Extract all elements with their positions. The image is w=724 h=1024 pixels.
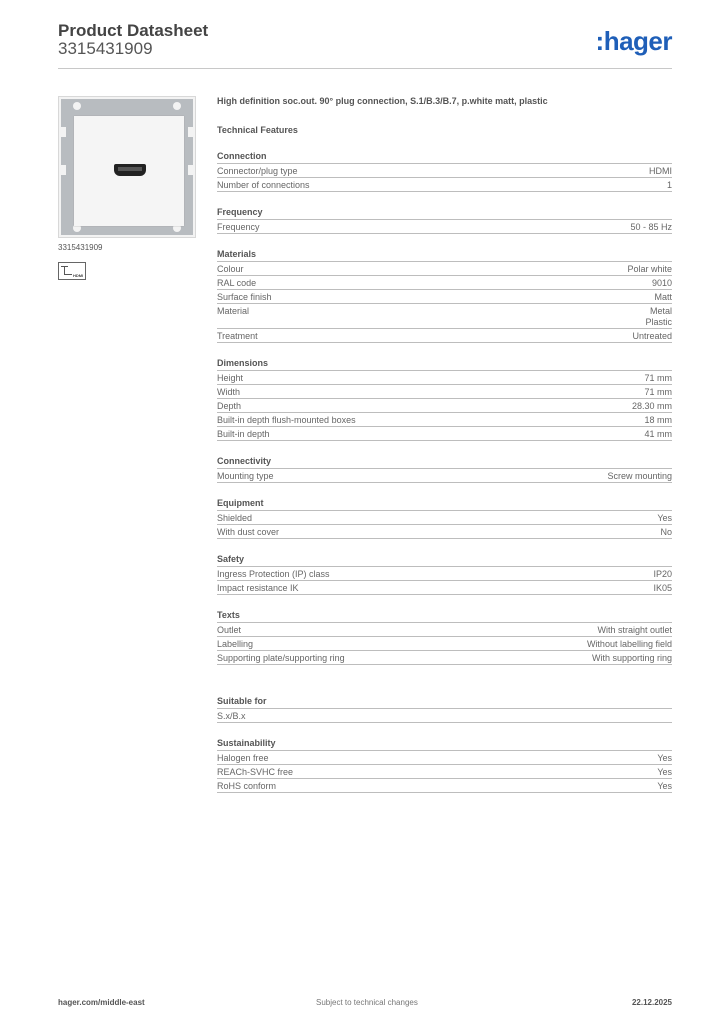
spec-label: With dust cover bbox=[217, 527, 280, 537]
spec-value: With straight outlet bbox=[597, 625, 672, 635]
spec-label: Surface finish bbox=[217, 292, 272, 302]
section-title: Safety bbox=[217, 553, 672, 567]
hdmi-socket-icon bbox=[114, 164, 146, 176]
spec-row bbox=[217, 399, 672, 413]
section-frequency bbox=[217, 206, 672, 234]
spec-row bbox=[217, 371, 672, 385]
section-title: Sustainability bbox=[217, 737, 672, 751]
spec-value: 18 mm bbox=[644, 415, 672, 425]
section-suitable-for bbox=[217, 695, 672, 723]
hdmi-symbol-label: HDMI bbox=[73, 273, 84, 278]
section-title: Texts bbox=[217, 609, 672, 623]
spec-row bbox=[217, 765, 672, 779]
spec-row bbox=[217, 511, 672, 525]
spec-label: Depth bbox=[217, 401, 242, 411]
section-connection bbox=[217, 150, 672, 192]
section-title: Equipment bbox=[217, 497, 672, 511]
spec-value: No bbox=[660, 527, 672, 537]
spec-value: Matt bbox=[654, 292, 672, 302]
spec-value: 71 mm bbox=[644, 373, 672, 383]
spec-row bbox=[217, 220, 672, 234]
spec-value: IP20 bbox=[653, 569, 672, 579]
spec-label: Outlet bbox=[217, 625, 242, 635]
section-dimensions bbox=[217, 357, 672, 441]
spec-row bbox=[217, 262, 672, 276]
section-texts bbox=[217, 609, 672, 665]
spec-value: 41 mm bbox=[644, 429, 672, 439]
spec-value: 9010 bbox=[651, 278, 672, 288]
spec-value: 1 bbox=[666, 180, 672, 190]
spec-row bbox=[217, 413, 672, 427]
footer-date: 22.12.2025 bbox=[631, 998, 672, 1007]
product-description: High definition soc.out. 90° plug connection, S.1/B.3/B.7, p.white matt, plastic bbox=[217, 96, 548, 106]
section-title: Frequency bbox=[217, 206, 672, 220]
spec-value: With supporting ring bbox=[591, 653, 672, 663]
logo-text: hager bbox=[603, 26, 672, 56]
spec-label: Mounting type bbox=[217, 471, 274, 481]
spec-value: Plastic bbox=[645, 317, 672, 327]
spec-label: Supporting plate/supporting ring bbox=[217, 653, 345, 663]
spec-label: Built-in depth flush-mounted boxes bbox=[217, 415, 356, 425]
spec-label: Halogen free bbox=[217, 753, 269, 763]
cover-plate bbox=[74, 116, 184, 226]
spec-value bbox=[246, 711, 672, 722]
section-materials bbox=[217, 248, 672, 343]
spec-value: 71 mm bbox=[644, 387, 672, 397]
spec-label: Number of connections bbox=[217, 180, 310, 190]
spec-label: Height bbox=[217, 373, 244, 383]
spec-row bbox=[217, 276, 672, 290]
spec-row bbox=[217, 751, 672, 765]
spec-row bbox=[217, 709, 672, 723]
spec-row bbox=[217, 427, 672, 441]
footer-website-link[interactable]: hager.com/middle-east bbox=[58, 998, 145, 1007]
section-title: Suitable for bbox=[217, 695, 672, 709]
spec-value: Yes bbox=[657, 513, 672, 523]
section-title: Connectivity bbox=[217, 455, 672, 469]
spec-row bbox=[217, 567, 672, 581]
product-image bbox=[58, 96, 196, 238]
header-divider bbox=[58, 68, 672, 69]
spec-row bbox=[217, 637, 672, 651]
footer-notice: Subject to technical changes bbox=[316, 998, 418, 1007]
spec-row bbox=[217, 651, 672, 665]
section-title: Dimensions bbox=[217, 357, 672, 371]
spec-label: Impact resistance IK bbox=[217, 583, 299, 593]
section-sustainability bbox=[217, 737, 672, 793]
spec-row bbox=[217, 164, 672, 178]
image-caption: 3315431909 bbox=[58, 243, 103, 252]
spec-label: Shielded bbox=[217, 513, 253, 523]
technical-content bbox=[217, 95, 672, 793]
spec-value: Untreated bbox=[632, 331, 672, 341]
section-title: Materials bbox=[217, 248, 672, 262]
spec-label: S.x/B.x bbox=[217, 711, 246, 721]
section-connectivity bbox=[217, 455, 672, 483]
product-number: 3315431909 bbox=[58, 39, 153, 58]
spec-label: REACh-SVHC free bbox=[217, 767, 294, 777]
spec-label: Built-in depth bbox=[217, 429, 270, 439]
spec-value: Screw mounting bbox=[607, 471, 672, 481]
spec-label: Colour bbox=[217, 264, 244, 274]
spec-row bbox=[217, 581, 672, 595]
spec-label: Treatment bbox=[217, 331, 258, 341]
spec-label: Frequency bbox=[217, 222, 260, 232]
spec-label: RoHS conform bbox=[217, 781, 277, 791]
spec-row bbox=[217, 290, 672, 304]
spec-row bbox=[217, 623, 672, 637]
spec-value: 50 - 85 Hz bbox=[630, 222, 672, 232]
spec-row bbox=[217, 469, 672, 483]
spec-value: Metal bbox=[649, 306, 672, 316]
spec-label: Connector/plug type bbox=[217, 166, 298, 176]
spec-row bbox=[217, 525, 672, 539]
spec-value: 28.30 mm bbox=[631, 401, 672, 411]
spec-label: RAL code bbox=[217, 278, 257, 288]
document-title: Product Datasheet bbox=[58, 21, 209, 40]
spec-value: IK05 bbox=[653, 583, 672, 593]
section-safety bbox=[217, 553, 672, 595]
spec-row bbox=[217, 329, 672, 343]
section-title: Connection bbox=[217, 150, 672, 164]
spec-value: Yes bbox=[657, 753, 672, 763]
spec-row bbox=[217, 178, 672, 192]
spec-value: Yes bbox=[657, 781, 672, 791]
section-equipment bbox=[217, 497, 672, 539]
spec-value: Without labelling field bbox=[586, 639, 672, 649]
spec-value: Yes bbox=[657, 767, 672, 777]
spec-row bbox=[217, 304, 672, 329]
hdmi-symbol-icon bbox=[58, 262, 86, 280]
spec-row bbox=[217, 779, 672, 793]
spec-label: Ingress Protection (IP) class bbox=[217, 569, 330, 579]
spec-value: Polar white bbox=[627, 264, 672, 274]
spec-label: Labelling bbox=[217, 639, 254, 649]
spec-row bbox=[217, 385, 672, 399]
spec-label: Material bbox=[217, 306, 250, 316]
spec-label: Width bbox=[217, 387, 241, 397]
hager-logo: :hager bbox=[595, 26, 672, 56]
spec-value-multi bbox=[249, 306, 672, 328]
spec-value: HDMI bbox=[649, 166, 672, 176]
technical-features-heading: Technical Features bbox=[217, 125, 298, 135]
product-frame bbox=[61, 99, 193, 235]
